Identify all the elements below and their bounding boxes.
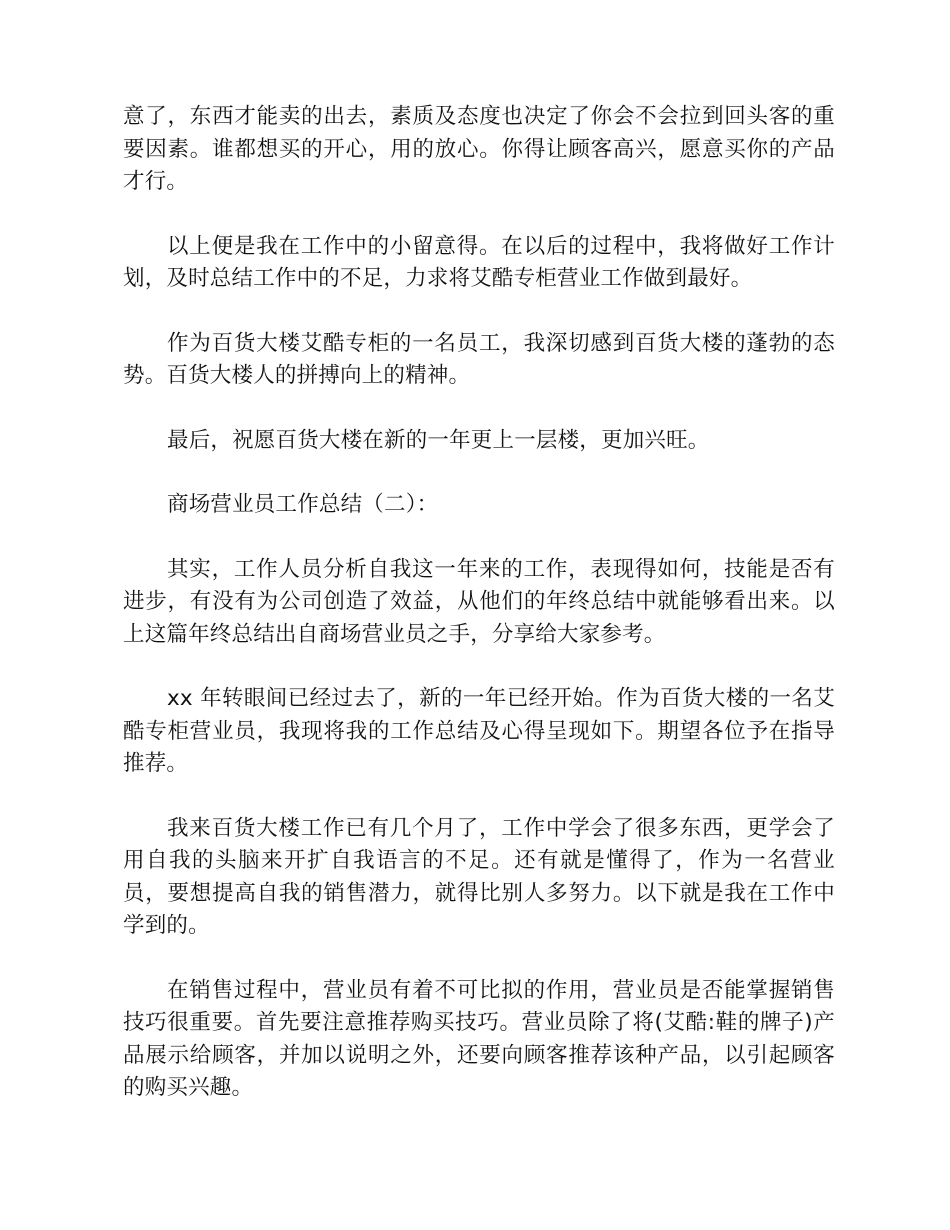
paragraph-learning: 我来百货大楼工作已有几个月了，工作中学会了很多东西，更学会了用自我的头脑来开扩自我语言的不足。还有就是懂得了，作为一名营业员，要想提高自我的销售潜力，就得比别人多努力。以下就是我在工作中学到的。	[123, 815, 835, 938]
paragraph-new-year: xx 年转眼间已经过去了，新的一年已经开始。作为百货大楼的一名艾酷专柜营业员，我现将我的工作总结及心得呈现如下。期望各位予在指导推荐。	[123, 686, 835, 776]
document-body	[123, 101, 835, 1105]
paragraph-wishes: 最后，祝愿百货大楼在新的一年更上一层楼，更加兴旺。	[167, 427, 710, 453]
section-heading: 商场营业员工作总结（二）：	[167, 492, 439, 517]
paragraph-employee-feeling: 作为百货大楼艾酷专柜的一名员工，我深切感到百货大楼的蓬勃的态势。百货大楼人的拼搏向上的精神。	[123, 330, 835, 388]
paragraph-sales-skills: 在销售过程中，营业员有着不可比拟的作用，营业员是否能掌握销售技巧很重要。首先要注意推荐购买技巧。营业员除了将(艾酷:鞋的牌子)产品展示给顾客，并加以说明之外，还要向顾客推荐该种产品，以引起顾客的购买兴趣。	[123, 977, 835, 1100]
paragraph-summary-plan: 以上便是我在工作中的小留意得。在以后的过程中，我将做好工作计划，及时总结工作中的不足，力求将艾酷专柜营业工作做到最好。	[123, 233, 835, 291]
paragraph-continuation: 意了，东西才能卖的出去，素质及态度也决定了你会不会拉到回头客的重要因素。谁都想买的开心，用的放心。你得让顾客高兴，愿意买你的产品才行。	[123, 104, 835, 194]
paragraph-intro: 其实，工作人员分析自我这一年来的工作，表现得如何，技能是否有进步，有没有为公司创造了效益，从他们的年终总结中就能够看出来。以上这篇年终总结出自商场营业员之手，分享给大家参考。	[123, 556, 835, 647]
